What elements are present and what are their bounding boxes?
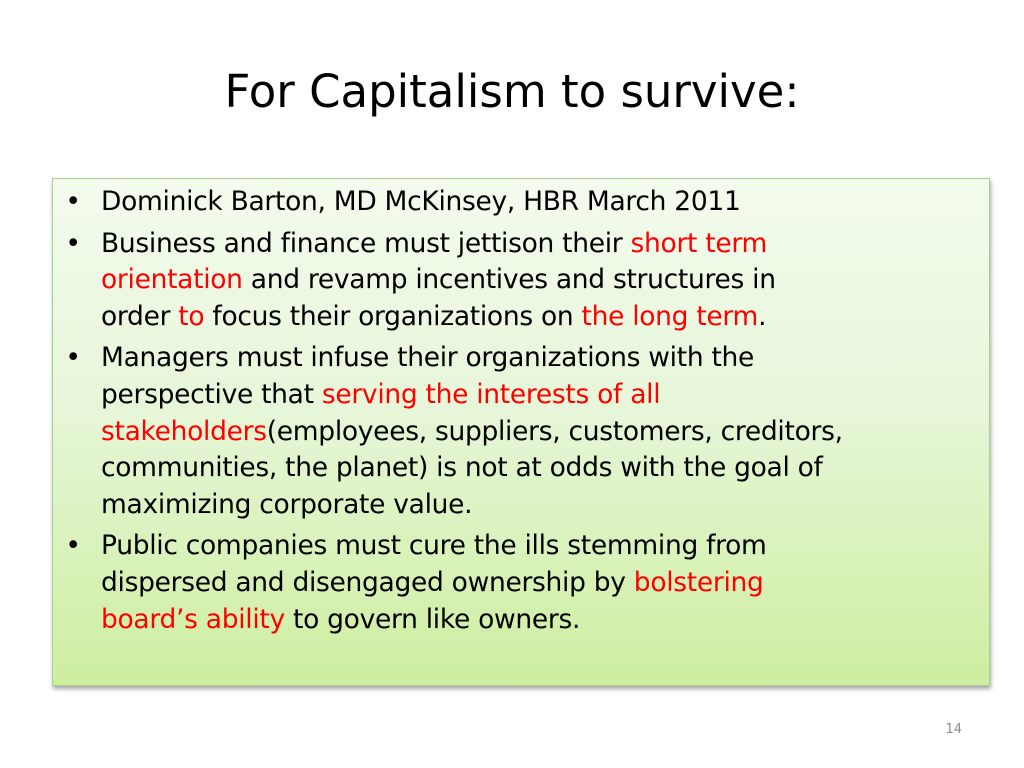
slide-title: For Capitalism to survive:: [224, 65, 800, 118]
bullet-line: [101, 262, 987, 299]
bullet-marker: •: [65, 227, 81, 259]
bullet-item: [53, 184, 991, 221]
bullet-text: (employees, suppliers, customers, creditors,: [266, 415, 843, 447]
bullet-line: [101, 565, 987, 602]
highlighted-text: stakeholders: [101, 415, 267, 447]
slide-number: 14: [945, 722, 962, 737]
highlighted-text: the long term: [581, 300, 759, 332]
bullet-text: order: [101, 300, 179, 332]
highlighted-text: orientation: [101, 264, 243, 296]
bullet-line: [101, 450, 987, 487]
bullet-line: [101, 602, 987, 639]
bullet-text: .: [758, 300, 767, 332]
bullet-text: maximizing corporate value.: [101, 488, 473, 520]
bullet-text: perspective that: [101, 378, 322, 410]
highlighted-text: bolstering: [633, 566, 764, 598]
bullet-text: dispersed and disengaged ownership by: [101, 566, 634, 598]
bullet-marker: •: [65, 186, 81, 217]
bullet-line: [101, 528, 987, 565]
bullet-marker: •: [65, 530, 81, 562]
bullet-text: communities, the planet) is not at odds with the goal of: [101, 452, 823, 484]
highlighted-text: board’s ability: [101, 603, 285, 635]
bullet-line: [101, 299, 987, 336]
bullet-item: [53, 528, 991, 638]
bullet-line: [101, 414, 987, 451]
bullet-item: [53, 340, 991, 523]
bullet-text: and revamp incentives and structures in: [242, 264, 776, 296]
bullet-text: Dominick Barton, MD McKinsey, HBR March 2011: [101, 186, 741, 217]
bullet-text: Managers must infuse their organizations with the: [101, 342, 755, 374]
bullet-line: [101, 184, 987, 221]
bullet-line: [101, 226, 987, 263]
bullet-line: [101, 487, 987, 524]
bullet-text: Public companies must cure the ills stemming from: [101, 530, 767, 562]
bullet-line: [101, 377, 987, 414]
bullet-text: to govern like owners.: [284, 603, 581, 635]
content-box: [52, 178, 990, 686]
bullet-text: Business and finance must jettison their: [101, 227, 631, 259]
bullet-marker: •: [65, 342, 81, 374]
bullet-list: [53, 184, 991, 643]
highlighted-text: to: [178, 300, 205, 332]
bullet-line: [101, 340, 987, 377]
highlighted-text: serving the interests of all: [321, 378, 661, 410]
bullet-text: focus their organizations on: [204, 300, 582, 332]
highlighted-text: short term: [630, 227, 767, 259]
bullet-item: [53, 226, 991, 336]
